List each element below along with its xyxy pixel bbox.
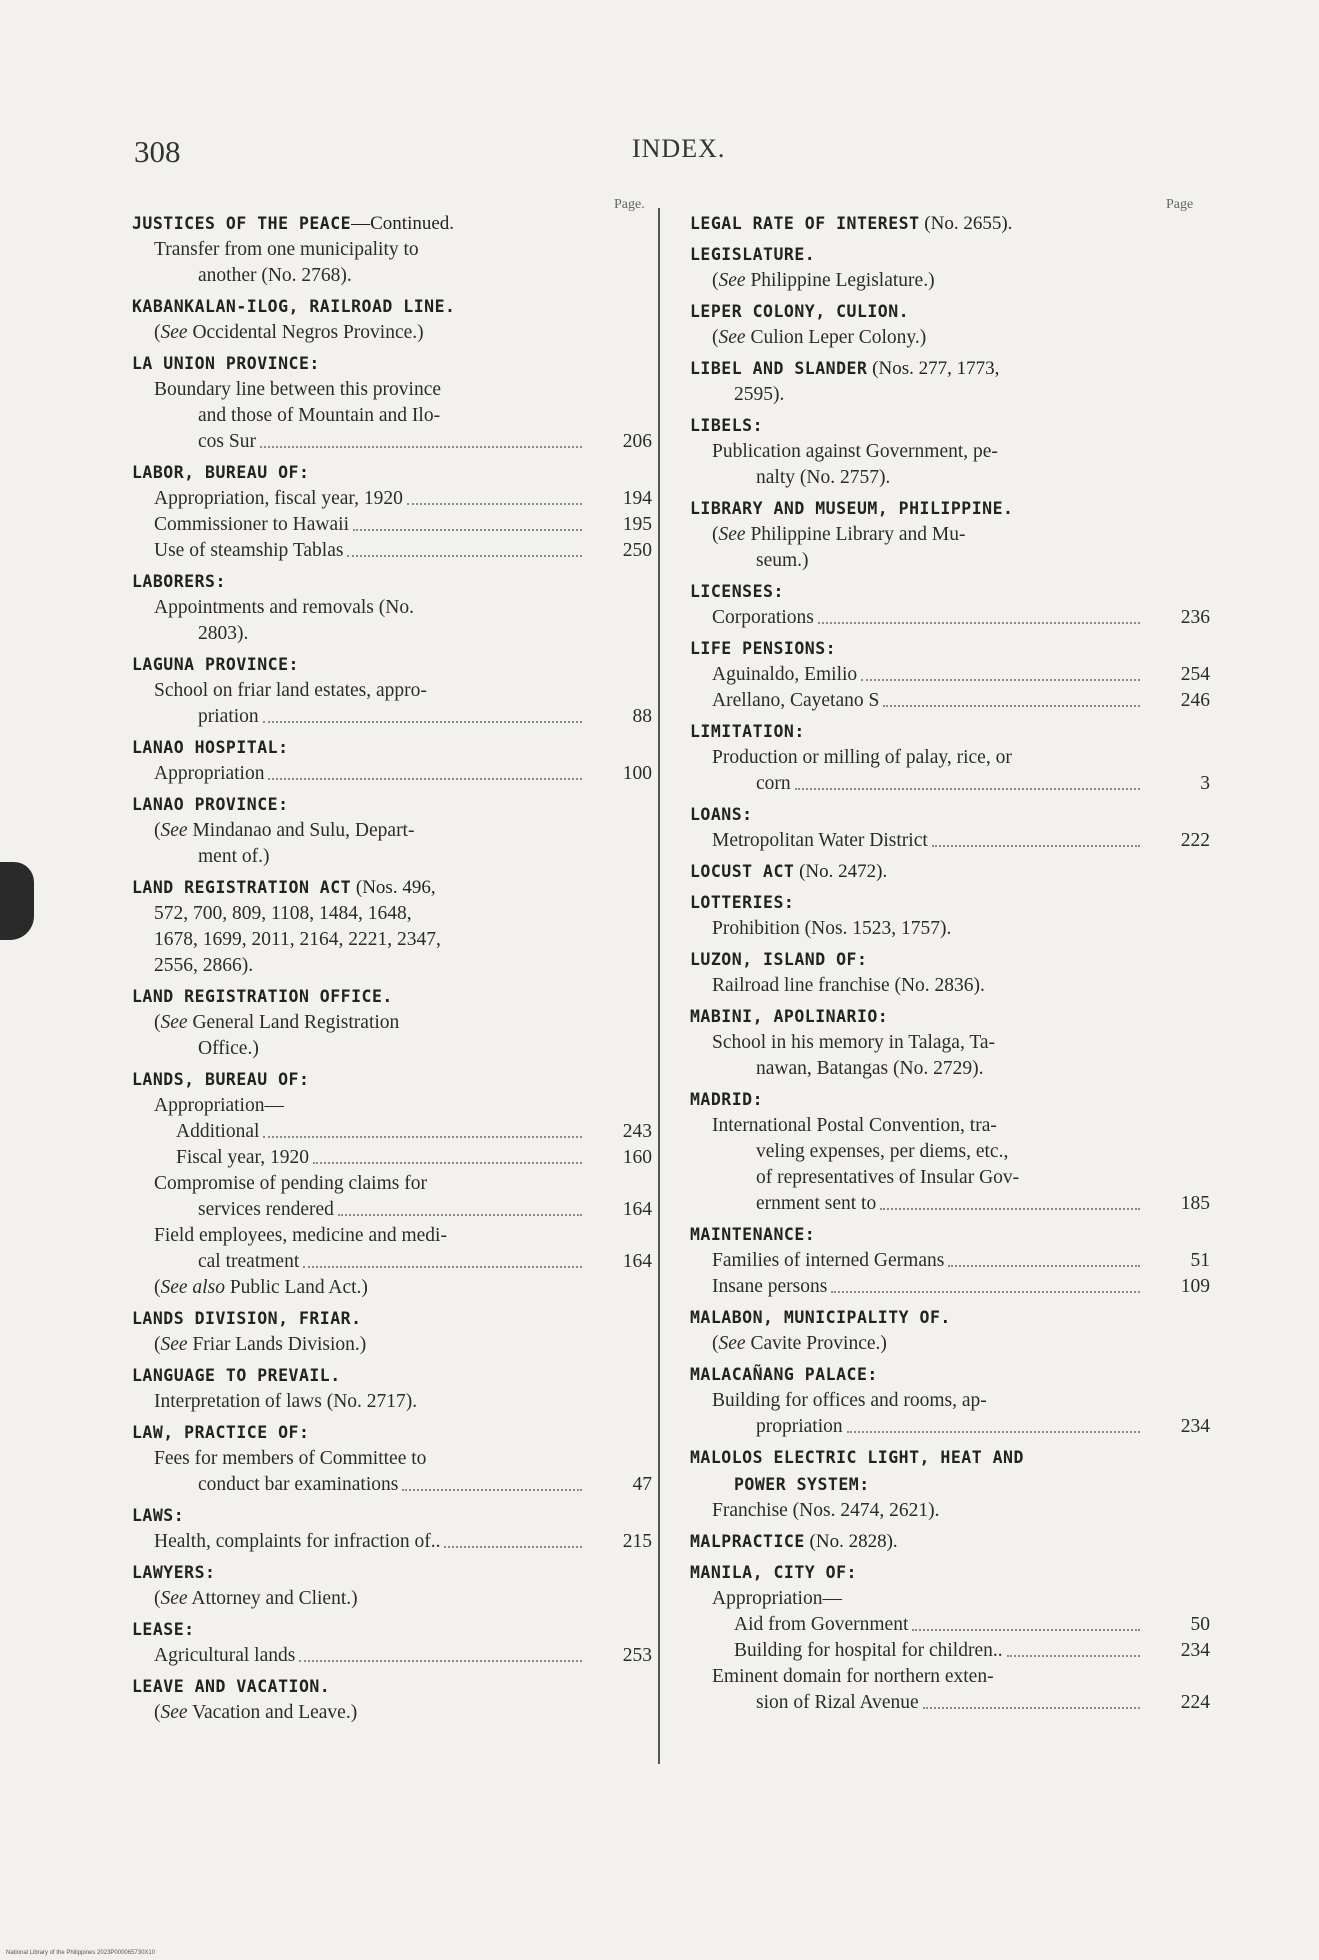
index-line-with-page (690, 1191, 1210, 1217)
heading-text: KABANKALAN-ILOG, RAILROAD LINE. (132, 297, 456, 316)
index-line-with-page (132, 538, 652, 564)
running-title: INDEX. (632, 134, 726, 163)
page-ref: 47 (632, 1474, 652, 1495)
page-column-label-left: Page. (614, 197, 645, 212)
index-heading (132, 874, 652, 901)
index-entry (132, 568, 652, 647)
cross-reference: (See Mindanao and Sulu, Depart- (154, 820, 415, 841)
heading-suffix: (No. 2655). (919, 213, 1013, 234)
heading-text: LANDS DIVISION, FRIAR. (132, 1309, 362, 1328)
index-entry (690, 298, 1210, 351)
index-entry (690, 801, 1210, 854)
cross-reference: (See also Public Land Act.) (154, 1277, 368, 1298)
cross-reference: (See Philippine Legislature.) (712, 270, 935, 291)
index-entry (690, 1361, 1210, 1440)
entry-text: 2556, 2866). (154, 955, 254, 976)
heading-text: LANAO PROVINCE: (132, 795, 289, 814)
entry-text: Aid from Government (734, 1614, 909, 1635)
entry-text: Field employees, medicine and medi- (154, 1225, 447, 1246)
entry-text: School on friar land estates, appro- (154, 680, 427, 701)
leader-dots (883, 705, 1140, 707)
index-heading (132, 983, 652, 1010)
see-label: See (160, 1702, 188, 1723)
heading-text: LEASE: (132, 1620, 195, 1639)
heading-suffix: (No. 2828). (804, 1531, 898, 1552)
index-heading (132, 568, 652, 595)
page-ref: 234 (1180, 1416, 1210, 1437)
cross-reference: ment of.) (198, 846, 270, 867)
page-ref: 253 (622, 1645, 652, 1666)
heading-text: LIMITATION: (690, 722, 805, 741)
entry-text: Appropriation, fiscal year, 1920 (154, 488, 403, 509)
leader-dots (260, 446, 582, 448)
entry-text: priation (198, 706, 259, 727)
see-label: See (718, 327, 746, 348)
leader-dots (880, 1208, 1140, 1210)
page-ref: 51 (1190, 1250, 1210, 1271)
heading-text: LANDS, BUREAU OF: (132, 1070, 310, 1089)
index-heading (132, 210, 652, 237)
page-ref: 50 (1190, 1614, 1210, 1635)
index-heading (690, 578, 1210, 605)
heading-text: LAWS: (132, 1506, 185, 1525)
entry-text: Aguinaldo, Emilio (712, 664, 858, 685)
binding-shadow (0, 862, 34, 940)
page-ref: 195 (622, 514, 652, 535)
see-label: See (160, 322, 188, 343)
scan-footer: National Library of the Philippines 2023P000065730X10 (6, 1950, 156, 1956)
entry-text: Publication against Government, pe- (712, 441, 998, 462)
index-heading (690, 1003, 1210, 1030)
entry-text: services rendered (198, 1199, 334, 1220)
entry-text: Use of steamship Tablas (154, 540, 344, 561)
index-entry (690, 495, 1210, 574)
index-entry (132, 293, 652, 346)
index-heading (690, 1086, 1210, 1113)
entry-text: corn (756, 773, 791, 794)
cross-reference: (See Culion Leper Colony.) (712, 327, 927, 348)
index-entry (690, 718, 1210, 797)
heading-text: LAW, PRACTICE OF: (132, 1423, 310, 1442)
index-line-with-page (132, 761, 652, 787)
index-line-with-page (132, 1145, 652, 1171)
index-entry (690, 355, 1210, 408)
heading-text: MADRID: (690, 1090, 764, 1109)
heading-text: MALOLOS ELECTRIC LIGHT, HEAT AND (690, 1448, 1024, 1467)
see-label: See (160, 1334, 188, 1355)
entry-text: propriation (756, 1416, 843, 1437)
index-heading (690, 1361, 1210, 1388)
index-heading (132, 1362, 652, 1389)
entry-text: Compromise of pending claims for (154, 1173, 427, 1194)
cross-reference: (See Occidental Negros Province.) (154, 322, 424, 343)
page-ref: 243 (622, 1121, 652, 1142)
index-entry (690, 241, 1210, 294)
entry-text: cos Sur (198, 431, 256, 452)
heading-text: LIBEL AND SLANDER (690, 359, 868, 378)
leader-dots (1007, 1655, 1140, 1657)
page-ref: 246 (1180, 690, 1210, 711)
heading-suffix: (No. 2472). (794, 861, 888, 882)
index-heading (690, 210, 1210, 237)
index-heading (690, 635, 1210, 662)
index-heading (132, 1305, 652, 1332)
heading-text: LEGISLATURE. (690, 245, 816, 264)
page-number: 308 (134, 134, 181, 169)
leader-dots (923, 1707, 1140, 1709)
index-entry (132, 651, 652, 730)
heading-text: LAGUNA PROVINCE: (132, 655, 299, 674)
entry-text: Health, complaints for infraction of.. (154, 1531, 441, 1552)
heading-text: LAND REGISTRATION ACT (132, 878, 352, 897)
index-entry (132, 1362, 652, 1415)
page-ref: 164 (622, 1199, 652, 1220)
entry-text: Appropriation— (154, 1095, 284, 1116)
heading-text: LEAVE AND VACATION. (132, 1677, 331, 1696)
leader-dots (353, 529, 582, 531)
index-line-with-page (132, 1249, 652, 1275)
entry-text: nawan, Batangas (No. 2729). (756, 1058, 984, 1079)
page-ref: 250 (622, 540, 652, 561)
index-entry (132, 350, 652, 455)
heading-text: LEPER COLONY, CULION. (690, 302, 910, 321)
leader-dots (912, 1629, 1140, 1631)
heading-text: MALACAÑANG PALACE: (690, 1365, 878, 1384)
entry-text: Fiscal year, 1920 (176, 1147, 309, 1168)
index-line-with-page (132, 704, 652, 730)
entry-text: Additional (176, 1121, 260, 1142)
index-entry (690, 578, 1210, 631)
entry-text: School in his memory in Talaga, Ta- (712, 1032, 996, 1053)
cross-reference: (See Vacation and Leave.) (154, 1702, 358, 1723)
page-ref: 254 (1180, 664, 1210, 685)
index-heading (132, 734, 652, 761)
index-heading (132, 1419, 652, 1446)
index-column-left (132, 210, 652, 1730)
index-entry (132, 1673, 652, 1726)
index-heading (690, 495, 1210, 522)
entry-text: Boundary line between this province (154, 379, 442, 400)
heading-text: MANILA, CITY OF: (690, 1563, 857, 1582)
cross-reference: (See Friar Lands Division.) (154, 1334, 367, 1355)
page-ref: 164 (622, 1251, 652, 1272)
leader-dots (338, 1214, 582, 1216)
index-entry (690, 889, 1210, 942)
heading-text: LOTTERIES: (690, 893, 795, 912)
entry-text: conduct bar examinations (198, 1474, 399, 1495)
cross-reference: (See Cavite Province.) (712, 1333, 887, 1354)
index-entry (132, 1419, 652, 1498)
index-heading (690, 889, 1210, 916)
page-ref: 194 (622, 488, 652, 509)
page-ref: 215 (622, 1531, 652, 1552)
index-line-with-page (690, 1414, 1210, 1440)
see-label: See also (160, 1277, 225, 1298)
index-heading (690, 1304, 1210, 1331)
index-entry (132, 1305, 652, 1358)
index-heading (690, 718, 1210, 745)
entry-text: 2803). (198, 623, 249, 644)
index-line-with-page (132, 1643, 652, 1669)
page-ref: 160 (622, 1147, 652, 1168)
entry-text: of representatives of Insular Gov- (756, 1167, 1020, 1188)
index-entry (132, 1559, 652, 1612)
index-entry (132, 983, 652, 1062)
see-label: See (718, 270, 746, 291)
heading-suffix: (Nos. 496, (351, 877, 436, 898)
index-line-with-page (690, 1638, 1210, 1664)
index-entry (690, 1444, 1210, 1524)
entry-text: Railroad line franchise (No. 2836). (712, 975, 985, 996)
see-label: See (160, 820, 188, 841)
entry-text: 572, 700, 809, 1108, 1484, 1648, (154, 903, 412, 924)
index-entry (690, 1221, 1210, 1300)
entry-text: Building for hospital for children.. (734, 1640, 1003, 1661)
index-heading (132, 1673, 652, 1700)
entry-text: Transfer from one municipality to (154, 239, 419, 260)
index-entry (690, 1304, 1210, 1357)
entry-text: Franchise (Nos. 2474, 2621). (712, 1500, 940, 1521)
index-line-with-page (690, 688, 1210, 714)
entry-text: Building for offices and rooms, ap- (712, 1390, 987, 1411)
index-heading (690, 355, 1210, 382)
index-heading (690, 1444, 1210, 1471)
see-label: See (718, 524, 746, 545)
index-line-with-page (132, 512, 652, 538)
entry-text: Arellano, Cayetano S (712, 690, 880, 711)
page-ref: 236 (1180, 607, 1210, 628)
index-entry (690, 1086, 1210, 1217)
index-line-with-page (690, 828, 1210, 854)
heading-text: LEGAL RATE OF INTEREST (690, 214, 920, 233)
index-line-with-page (132, 429, 652, 455)
index-entry (690, 210, 1210, 237)
entry-text: Corporations (712, 607, 814, 628)
page-ref: 100 (622, 763, 652, 784)
index-heading (132, 651, 652, 678)
index-line-with-page (132, 1197, 652, 1223)
leader-dots (831, 1291, 1140, 1293)
heading-text: MAINTENANCE: (690, 1225, 816, 1244)
entry-text: Appointments and removals (No. (154, 597, 414, 618)
entry-text: cal treatment (198, 1251, 300, 1272)
index-heading (132, 1559, 652, 1586)
index-entry (132, 791, 652, 870)
index-line-with-page (690, 1690, 1210, 1716)
heading-text: LOCUST ACT (690, 862, 795, 881)
index-heading (132, 1616, 652, 1643)
leader-dots (818, 622, 1140, 624)
leader-dots (263, 1136, 582, 1138)
heading-suffix: —Continued. (351, 213, 455, 234)
entry-text: Fees for members of Committee to (154, 1448, 427, 1469)
index-heading (690, 1528, 1210, 1555)
leader-dots (268, 778, 582, 780)
index-line-with-page (132, 486, 652, 512)
index-entry (132, 210, 652, 289)
entry-text: Agricultural lands (154, 1645, 296, 1666)
page-column-label-right: Page (1166, 197, 1194, 212)
heading-text: LAWYERS: (132, 1563, 216, 1582)
heading-text: LANGUAGE TO PREVAIL. (132, 1366, 341, 1385)
page-ref: 3 (1200, 773, 1210, 794)
index-heading (690, 412, 1210, 439)
entry-text: International Postal Convention, tra- (712, 1115, 997, 1136)
entry-text: Interpretation of laws (No. 2717). (154, 1391, 418, 1412)
heading-text: MALPRACTICE (690, 1532, 805, 1551)
index-line-with-page (690, 771, 1210, 797)
page-ref: 234 (1180, 1640, 1210, 1661)
entry-text: sion of Rizal Avenue (756, 1692, 919, 1713)
index-heading (690, 1221, 1210, 1248)
cross-reference: Office.) (198, 1038, 259, 1059)
index-line-with-page (132, 1119, 652, 1145)
entry-text: 1678, 1699, 2011, 2164, 2221, 2347, (154, 929, 441, 950)
page-ref: 222 (1180, 830, 1210, 851)
index-line-with-page (690, 1274, 1210, 1300)
index-entry (690, 1559, 1210, 1716)
index-entry (690, 1528, 1210, 1555)
index-entry (690, 635, 1210, 714)
index-heading (690, 241, 1210, 268)
leader-dots (932, 845, 1140, 847)
entry-text: Families of interned Germans (712, 1250, 945, 1271)
heading-text: LIBRARY AND MUSEUM, PHILIPPINE. (690, 499, 1014, 518)
heading-text: LANAO HOSPITAL: (132, 738, 289, 757)
entry-text: ernment sent to (756, 1193, 877, 1214)
index-entry (132, 1616, 652, 1669)
heading-suffix: (Nos. 277, 1773, (867, 358, 1000, 379)
index-heading (690, 298, 1210, 325)
cross-reference: (See General Land Registration (154, 1012, 400, 1033)
leader-dots (407, 503, 582, 505)
heading-text: LICENSES: (690, 582, 784, 601)
index-entry (132, 1502, 652, 1555)
entry-text: Production or milling of palay, rice, or (712, 747, 1012, 768)
entry-text: and those of Mountain and Ilo- (198, 405, 441, 426)
leader-dots (299, 1660, 582, 1662)
leader-dots (847, 1431, 1140, 1433)
index-heading-continuation: POWER SYSTEM: (734, 1475, 870, 1494)
index-line-with-page (690, 1612, 1210, 1638)
page-ref: 224 (1180, 1692, 1210, 1713)
index-entry (690, 858, 1210, 885)
entry-text: veling expenses, per diems, etc., (756, 1141, 1009, 1162)
index-entry (690, 412, 1210, 491)
heading-text: LABOR, BUREAU OF: (132, 463, 310, 482)
index-entry (132, 459, 652, 564)
index-heading (690, 801, 1210, 828)
index-line-with-page (690, 662, 1210, 688)
index-line-with-page (690, 1248, 1210, 1274)
heading-text: LIBELS: (690, 416, 764, 435)
index-column-right (690, 210, 1210, 1720)
entry-text: Commissioner to Hawaii (154, 514, 349, 535)
index-entry (132, 874, 652, 979)
leader-dots (263, 721, 582, 723)
index-line-with-page (132, 1472, 652, 1498)
page-ref: 88 (632, 706, 652, 727)
page-ref: 109 (1180, 1276, 1210, 1297)
index-heading (690, 858, 1210, 885)
index-heading (132, 350, 652, 377)
entry-text: Metropolitan Water District (712, 830, 928, 851)
see-label: See (160, 1012, 188, 1033)
heading-text: LABORERS: (132, 572, 226, 591)
heading-text: LOANS: (690, 805, 753, 824)
index-line-with-page (690, 605, 1210, 631)
heading-text: LA UNION PROVINCE: (132, 354, 320, 373)
leader-dots (402, 1489, 582, 1491)
leader-dots (795, 788, 1140, 790)
index-heading (132, 1066, 652, 1093)
entry-text: Eminent domain for northern exten- (712, 1666, 994, 1687)
page-ref: 185 (1180, 1193, 1210, 1214)
leader-dots (303, 1266, 582, 1268)
index-heading (132, 791, 652, 818)
entry-text: Appropriation— (712, 1588, 842, 1609)
heading-text: LIFE PENSIONS: (690, 639, 837, 658)
index-heading (690, 1559, 1210, 1586)
index-entry (690, 1003, 1210, 1082)
heading-text: MALABON, MUNICIPALITY OF. (690, 1308, 951, 1327)
heading-text: LUZON, ISLAND OF: (690, 950, 868, 969)
leader-dots (861, 679, 1140, 681)
entry-text: Prohibition (Nos. 1523, 1757). (712, 918, 952, 939)
index-heading (132, 1502, 652, 1529)
index-line-with-page (132, 1529, 652, 1555)
see-label: See (160, 1588, 188, 1609)
index-heading (132, 293, 652, 320)
cross-reference: seum.) (756, 550, 809, 571)
entry-text: another (No. 2768). (198, 265, 352, 286)
leader-dots (948, 1265, 1140, 1267)
index-entry (132, 1066, 652, 1301)
column-divider (658, 208, 660, 1764)
index-heading (690, 946, 1210, 973)
index-entry (690, 946, 1210, 999)
entry-text: Appropriation (154, 763, 265, 784)
index-heading (132, 459, 652, 486)
leader-dots (347, 555, 582, 557)
leader-dots (444, 1546, 582, 1548)
see-label: See (718, 1333, 746, 1354)
entry-text: 2595). (734, 384, 785, 405)
heading-text: LAND REGISTRATION OFFICE. (132, 987, 393, 1006)
heading-text: MABINI, APOLINARIO: (690, 1007, 889, 1026)
cross-reference: (See Attorney and Client.) (154, 1588, 358, 1609)
entry-text: nalty (No. 2757). (756, 467, 891, 488)
leader-dots (313, 1162, 582, 1164)
entry-text: Insane persons (712, 1276, 828, 1297)
index-entry (132, 734, 652, 787)
page-ref: 206 (622, 431, 652, 452)
cross-reference: (See Philippine Library and Mu- (712, 524, 966, 545)
heading-text: JUSTICES OF THE PEACE (132, 214, 352, 233)
